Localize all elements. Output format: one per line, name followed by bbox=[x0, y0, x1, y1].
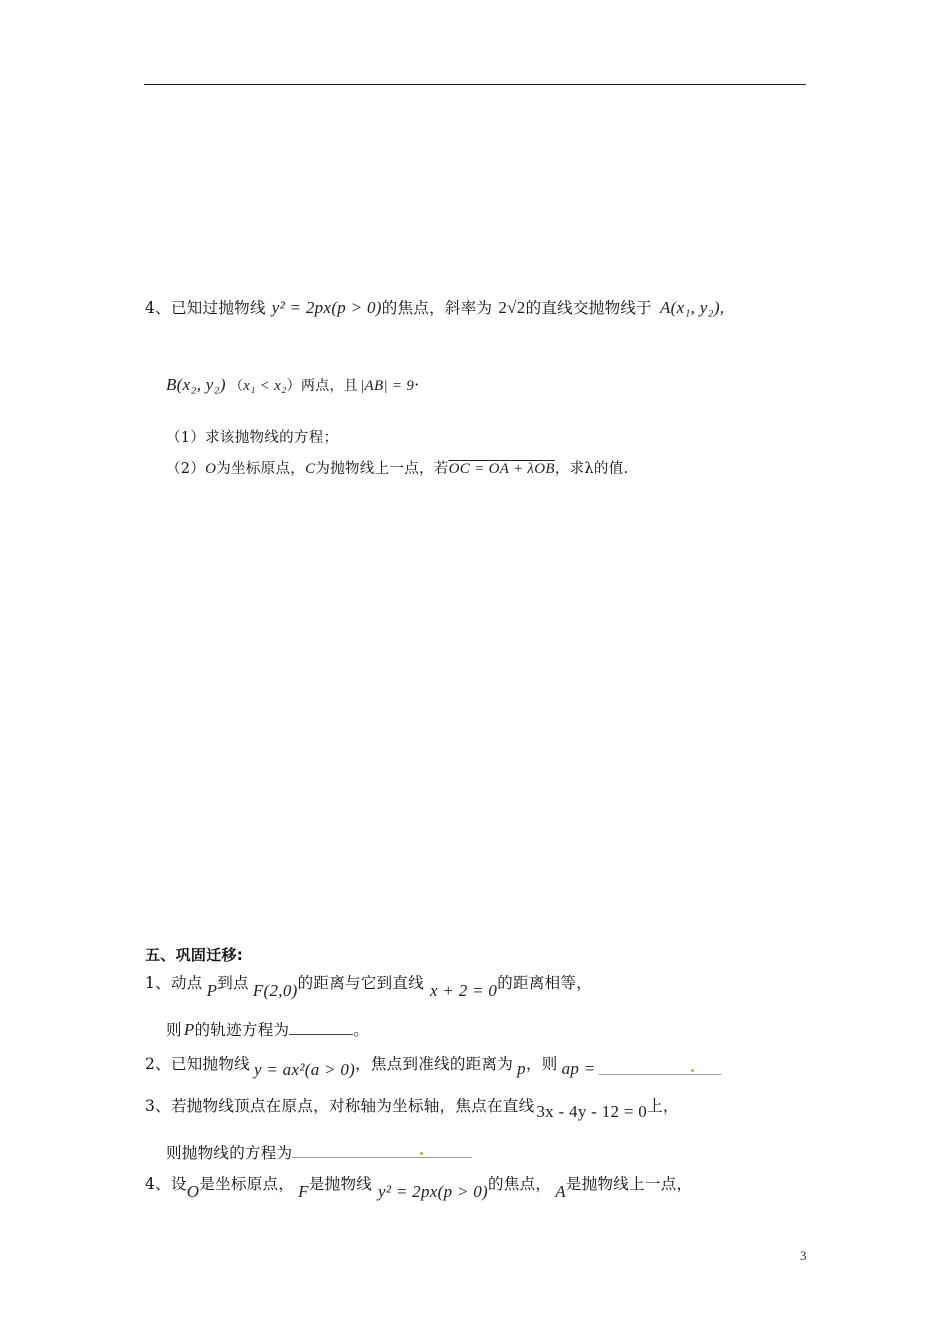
q2-text1: ，焦点到准线的距离为 bbox=[355, 1055, 514, 1073]
problem4-parabola: y² = 2px(p > 0) bbox=[271, 298, 382, 317]
problem4-part2 bbox=[166, 458, 628, 480]
problem4-part1-text: （1）求该抛物线的方程； bbox=[166, 430, 339, 446]
problem4-part1 bbox=[166, 427, 338, 449]
q3-answer-blank[interactable] bbox=[292, 1157, 472, 1158]
section5-heading bbox=[145, 944, 243, 966]
header-rule bbox=[144, 84, 806, 85]
q4-text1: 是坐标原点， bbox=[199, 1175, 295, 1193]
problem4-part2-text1: 为坐标原点， bbox=[216, 461, 306, 477]
q1-p: P bbox=[206, 981, 218, 1000]
problem4-intro: 4、已知过抛物线 bbox=[145, 299, 266, 317]
problem4-line2 bbox=[166, 374, 419, 398]
q4-eq: y² = 2px(p > 0) bbox=[378, 1182, 488, 1201]
section5-q4 bbox=[145, 1173, 693, 1201]
q4-text4: 是抛物线上一点， bbox=[565, 1175, 693, 1193]
q2-eq: y = ax²(a > 0) bbox=[253, 1060, 356, 1079]
problem4-part2-c: C bbox=[305, 461, 316, 477]
q2-text2: ，则 bbox=[525, 1055, 558, 1073]
section5-q1-line1 bbox=[145, 972, 593, 1000]
problem4-cond-close: ）两点，且 bbox=[286, 378, 359, 394]
q1-line2-prefix: 则 bbox=[166, 1021, 182, 1039]
q1-point: F(2,0) bbox=[252, 981, 298, 1000]
q1-line: x + 2 = 0 bbox=[430, 981, 498, 1000]
q2-answer-blank[interactable] bbox=[599, 1074, 721, 1075]
q1-text3: 的距离相等， bbox=[497, 974, 593, 992]
q1-answer-blank[interactable] bbox=[289, 1034, 353, 1035]
q4-prefix: 4、设 bbox=[145, 1175, 187, 1193]
q1-line2-p: P bbox=[183, 1020, 195, 1039]
section5-heading-text: 五、巩固迁移: bbox=[145, 946, 244, 964]
problem4-condition: x₁ < x₂ bbox=[243, 378, 287, 394]
problem4-period: · bbox=[414, 376, 420, 394]
problem4-part2-vector: OC = OA + λOB bbox=[448, 461, 555, 477]
problem4-part2-text3: ，求λ的值. bbox=[554, 461, 629, 477]
problem4-part2-o: O bbox=[205, 461, 217, 477]
q2-p: p bbox=[517, 1059, 526, 1078]
problem4-point-b: B(x₂, y₂) bbox=[166, 375, 226, 394]
problem4-slope: 2√2 bbox=[498, 298, 526, 317]
q3-line2-text: 则抛物线的方程为 bbox=[166, 1144, 293, 1162]
q3-blank-dot bbox=[420, 1152, 423, 1155]
section5-q3-line2 bbox=[166, 1142, 472, 1164]
q2-prefix: 2、已知抛物线 bbox=[145, 1055, 250, 1073]
q4-o: O bbox=[186, 1182, 200, 1201]
q1-line2-text: 的轨迹方程为 bbox=[194, 1021, 290, 1039]
q1-text2: 的距离与它到直线 bbox=[297, 974, 425, 992]
problem4-ab-length: |AB| = 9 bbox=[360, 378, 415, 394]
problem4-part2-text2: 为抛物线上一点，若 bbox=[315, 461, 449, 477]
problem4-focus-text: 的焦点，斜率为 bbox=[381, 299, 493, 317]
q4-f: F bbox=[298, 1182, 309, 1201]
section5-q2 bbox=[145, 1053, 721, 1079]
page-number: 3 bbox=[800, 1248, 807, 1263]
q2-ap: ap = bbox=[561, 1059, 596, 1078]
section5-q1-line2 bbox=[166, 1019, 369, 1041]
section5-q3-line1 bbox=[145, 1095, 679, 1121]
q3-prefix: 3、若抛物线顶点在原点，对称轴为坐标轴，焦点在直线 bbox=[145, 1097, 535, 1115]
q4-text2: 是抛物线 bbox=[308, 1175, 373, 1193]
q4-text3: 的焦点， bbox=[488, 1175, 552, 1193]
q3-line: 3x - 4y - 12 = 0 bbox=[536, 1102, 648, 1121]
q3-text: 上， bbox=[647, 1097, 679, 1115]
problem4-point-a: A(x₁, y₂), bbox=[659, 298, 725, 317]
q1-text1: 到点 bbox=[217, 974, 249, 992]
q4-a: A bbox=[555, 1182, 566, 1201]
problem4-cond-open: （ bbox=[229, 379, 244, 394]
q1-line2-end: 。 bbox=[353, 1021, 370, 1039]
problem4-line-text: 的直线交抛物线于 bbox=[525, 299, 652, 317]
problem4-part2-prefix: （2） bbox=[166, 461, 206, 477]
q1-prefix: 1、动点 bbox=[145, 974, 203, 992]
q2-blank-dot bbox=[691, 1069, 694, 1072]
problem4-line1 bbox=[145, 297, 724, 319]
